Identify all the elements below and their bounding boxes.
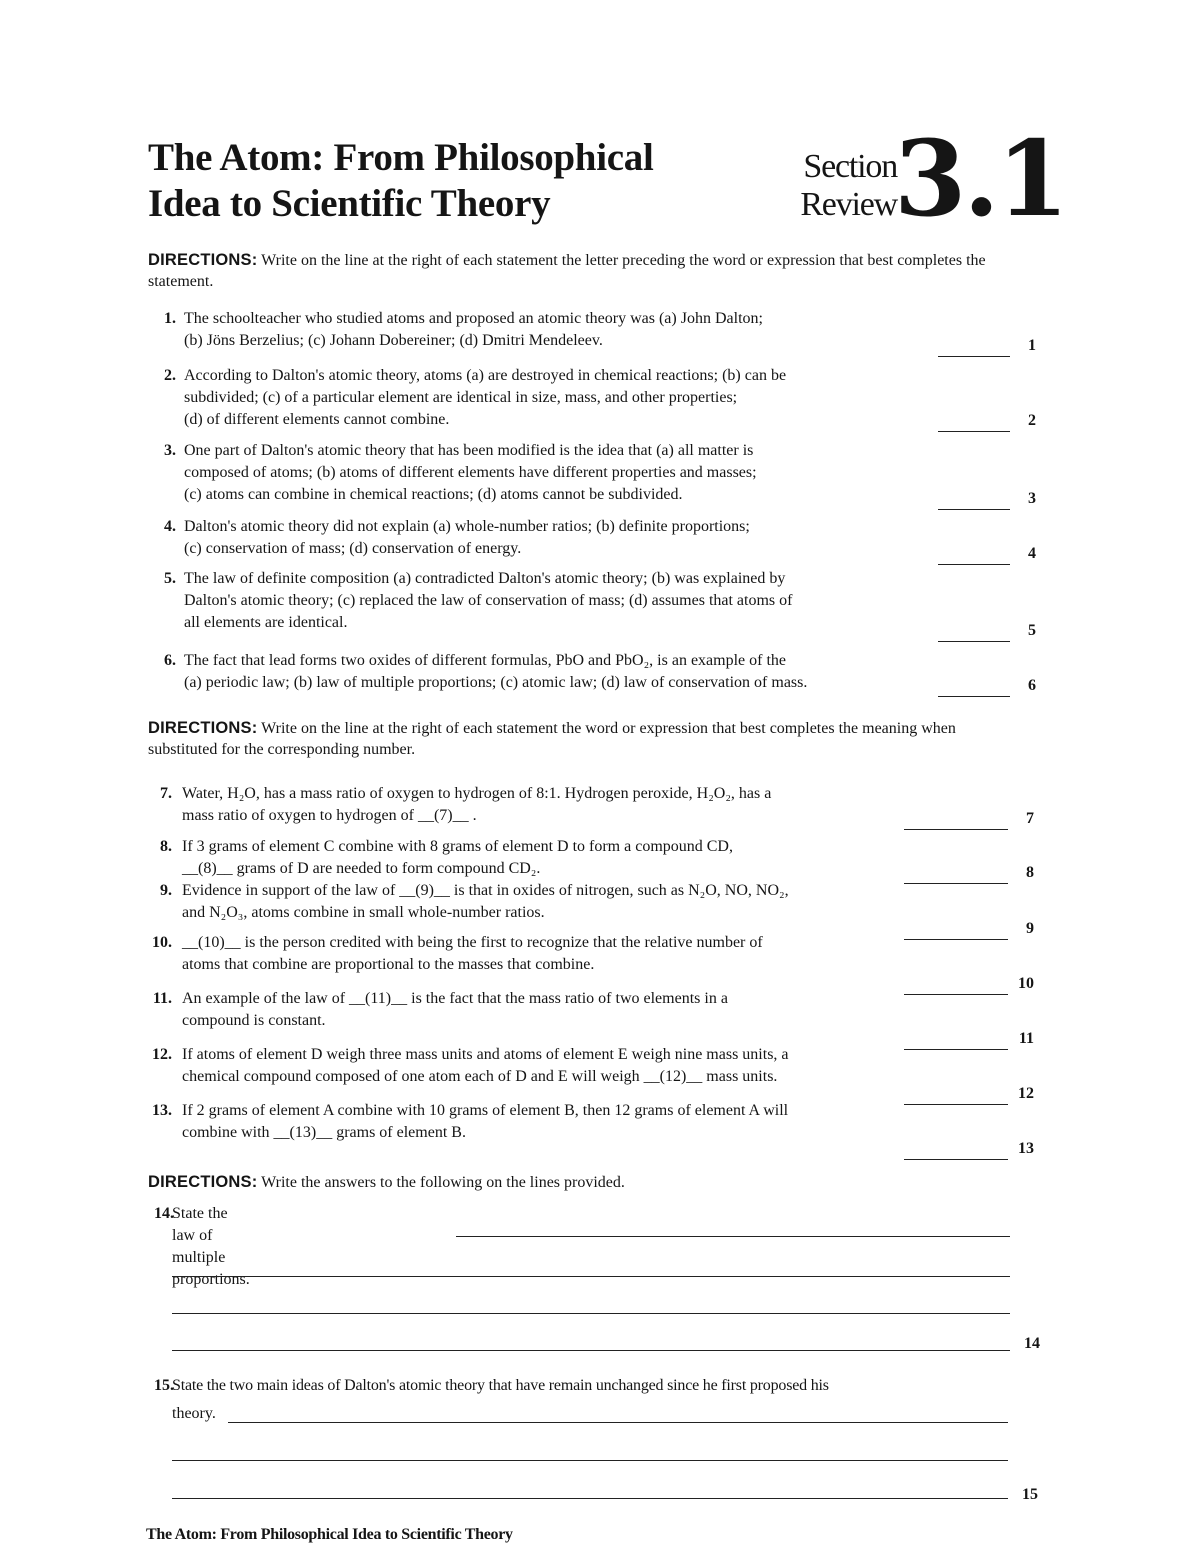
answer-slot: [904, 920, 1048, 944]
answer-line-14b[interactable]: [172, 1276, 1010, 1277]
answer-line-14d[interactable]: [172, 1350, 1010, 1351]
question-text-line-2: combine with __(13)__ grams of element B.: [182, 1124, 466, 1141]
question-text-line-2: compound is constant.: [182, 1012, 326, 1029]
answer-number: 9: [1026, 920, 1034, 937]
answer-line[interactable]: [938, 431, 1010, 432]
answer-number: 12: [1018, 1085, 1034, 1102]
question-text-line-2: mass ratio of oxygen to hydrogen of __(7)__ .: [182, 807, 477, 824]
question-text-line-2: and N₂O₃, atoms combine in small whole-number ratios.: [182, 904, 545, 921]
answer-slot: [938, 622, 1050, 646]
directions-label: DIRECTIONS:: [148, 251, 258, 269]
question-text-line-3: (d) of different elements cannot combine.: [184, 411, 450, 428]
answer-number: 5: [1028, 622, 1036, 639]
answer-number: 8: [1026, 864, 1034, 881]
question-text-line-1: The fact that lead forms two oxides of different formulas, PbO and PbO₂, is an example of the: [184, 652, 787, 669]
question-number: 14.: [154, 1205, 174, 1222]
answer-number: 6: [1028, 677, 1036, 694]
answer-slot: [938, 337, 1050, 361]
question-text-line-2: theory.: [172, 1405, 216, 1422]
question-number: 5.: [164, 570, 176, 587]
answer-number-15: 15: [1022, 1486, 1038, 1503]
review-label: Review: [800, 186, 897, 223]
question-text-line-1: Water, H₂O, has a mass ratio of oxygen to hydrogen of 8:1. Hydrogen peroxide, H₂O₂, has a: [182, 785, 772, 802]
question-number: 7.: [160, 785, 172, 802]
answer-slot: [938, 677, 1050, 701]
question-number: 6.: [164, 652, 176, 669]
question-number: 11.: [152, 990, 172, 1007]
answer-number: 4: [1028, 545, 1036, 562]
answer-slot: [938, 412, 1050, 436]
answer-number: 11: [1018, 1030, 1034, 1047]
answer-number: 7: [1026, 810, 1034, 827]
directions-part-2: [148, 718, 1008, 760]
question-number: 13.: [152, 1102, 172, 1119]
question-text-line-1: If 2 grams of element A combine with 10 grams of element B, then 12 grams of element A will: [182, 1102, 789, 1119]
question-text-line-2: __(8)__ grams of D are needed to form compound CD₂.: [182, 860, 541, 877]
question-text-line-2: atoms that combine are proportional to the masses that combine.: [182, 956, 595, 973]
answer-number: 10: [1018, 975, 1034, 992]
answer-line-14a[interactable]: [456, 1236, 1010, 1237]
question-text-line-2: chemical compound composed of one atom each of D and E will weigh __(12)__ mass units.: [182, 1068, 778, 1085]
directions-text: Write on the line at the right of each statement the word or expression that best completes the meaning when substituted for the corresponding number.: [148, 720, 956, 758]
directions-label: DIRECTIONS:: [148, 1173, 258, 1191]
answer-line[interactable]: [938, 641, 1010, 642]
directions-text: Write the answers to the following on the lines provided.: [261, 1174, 625, 1191]
question-text: State the law of multiple proportions.: [172, 1205, 250, 1288]
question-number: 3.: [164, 442, 176, 459]
answer-line-14c[interactable]: [172, 1313, 1010, 1314]
section-number: 3.1: [894, 117, 1066, 240]
directions-text: Write on the line at the right of each statement the letter preceding the word or expression that best completes the statement.: [148, 252, 986, 290]
section-review-words: [782, 148, 897, 224]
answer-number: 13: [1018, 1140, 1034, 1157]
answer-slot: [904, 1085, 1048, 1109]
question-text-line-1: An example of the law of __(11)__ is the fact that the mass ratio of two elements in a: [182, 990, 728, 1007]
question-text-line-1: Evidence in support of the law of __(9)__ is that in oxides of nitrogen, such as N₂O, NO, NO₂,: [182, 882, 789, 899]
question-text-line-1: __(10)__ is the person credited with being the first to recognize that the relative number of: [182, 934, 763, 951]
question-text-line-2: (c) conservation of mass; (d) conservation of energy.: [184, 540, 522, 557]
answer-line-15a[interactable]: [228, 1422, 1008, 1423]
question-number: 4.: [164, 518, 176, 535]
answer-number-14: 14: [1024, 1335, 1040, 1352]
answer-line[interactable]: [904, 1049, 1008, 1050]
answer-slot: [904, 975, 1048, 999]
question-text-line-1: If atoms of element D weigh three mass units and atoms of element E weigh nine mass units, a: [182, 1046, 789, 1063]
answer-line[interactable]: [904, 883, 1008, 884]
section-review-badge: [782, 117, 1066, 240]
question-number: 15.: [154, 1377, 174, 1394]
answer-line[interactable]: [938, 509, 1010, 510]
answer-slot: [904, 864, 1048, 888]
answer-line[interactable]: [938, 564, 1010, 565]
answer-line[interactable]: [904, 1159, 1008, 1160]
answer-line-15c[interactable]: [172, 1498, 1008, 1499]
answer-line[interactable]: [938, 356, 1010, 357]
title-line-2: Idea to Scientific Theory: [148, 182, 551, 225]
question-text-line-2: composed of atoms; (b) atoms of different elements have different properties and masses;: [184, 464, 757, 481]
answer-line[interactable]: [904, 1104, 1008, 1105]
question-text-line-2: subdivided; (c) of a particular element are identical in size, mass, and other properties;: [184, 389, 738, 406]
worksheet-title: [148, 135, 653, 227]
page-footer: The Atom: From Philosophical Idea to Scientific Theory: [146, 1526, 513, 1543]
answer-slot: [904, 810, 1048, 834]
question-text-line-1: Dalton's atomic theory did not explain (a) whole-number ratios; (b) definite proportions;: [184, 518, 750, 535]
question-text-line-2: (b) Jöns Berzelius; (c) Johann Dobereiner; (d) Dmitri Mendeleev.: [184, 332, 603, 349]
question-number: 2.: [164, 367, 176, 384]
question-text-line-1: One part of Dalton's atomic theory that has been modified is the idea that (a) all matter is: [184, 442, 754, 459]
question-text-line-3: all elements are identical.: [184, 614, 348, 631]
question-text-line-1: State the two main ideas of Dalton's atomic theory that have remain unchanged since he first proposed his: [172, 1377, 829, 1394]
answer-slot: [904, 1140, 1048, 1164]
answer-line[interactable]: [938, 696, 1010, 697]
answer-slot: [938, 545, 1050, 569]
answer-number: 3: [1028, 490, 1036, 507]
question-text-line-3: (c) atoms can combine in chemical reactions; (d) atoms cannot be subdivided.: [184, 486, 683, 503]
answer-line[interactable]: [904, 994, 1008, 995]
question-number: 1.: [164, 310, 176, 327]
answer-number: 2: [1028, 412, 1036, 429]
question-number: 12.: [152, 1046, 172, 1063]
question-text-line-1: According to Dalton's atomic theory, atoms (a) are destroyed in chemical reactions; (b) can be: [184, 367, 787, 384]
answer-slot: [904, 1030, 1048, 1054]
directions-part-3: [148, 1172, 1038, 1193]
question-number: 10.: [152, 934, 172, 951]
directions-label: DIRECTIONS:: [148, 719, 258, 737]
answer-slot: [938, 490, 1050, 514]
answer-number: 1: [1028, 337, 1036, 354]
question-text-line-2: Dalton's atomic theory; (c) replaced the law of conservation of mass; (d) assumes that atoms of: [184, 592, 793, 609]
question-text-line-1: If 3 grams of element C combine with 8 grams of element D to form a compound CD,: [182, 838, 733, 855]
question-text-line-1: The schoolteacher who studied atoms and proposed an atomic theory was (a) John Dalton;: [184, 310, 763, 327]
question-text-line-1: The law of definite composition (a) contradicted Dalton's atomic theory; (b) was explained by: [184, 570, 786, 587]
question-number: 9.: [160, 882, 172, 899]
answer-line[interactable]: [904, 939, 1008, 940]
directions-part-1: [148, 250, 1038, 292]
title-line-1: The Atom: From Philosophical: [148, 136, 654, 179]
question-number: 8.: [160, 838, 172, 855]
answer-line-15b[interactable]: [172, 1460, 1008, 1461]
section-label: Section: [803, 148, 897, 185]
question-text-line-2: (a) periodic law; (b) law of multiple proportions; (c) atomic law; (d) law of conservation of mass.: [184, 674, 808, 691]
answer-line[interactable]: [904, 829, 1008, 830]
